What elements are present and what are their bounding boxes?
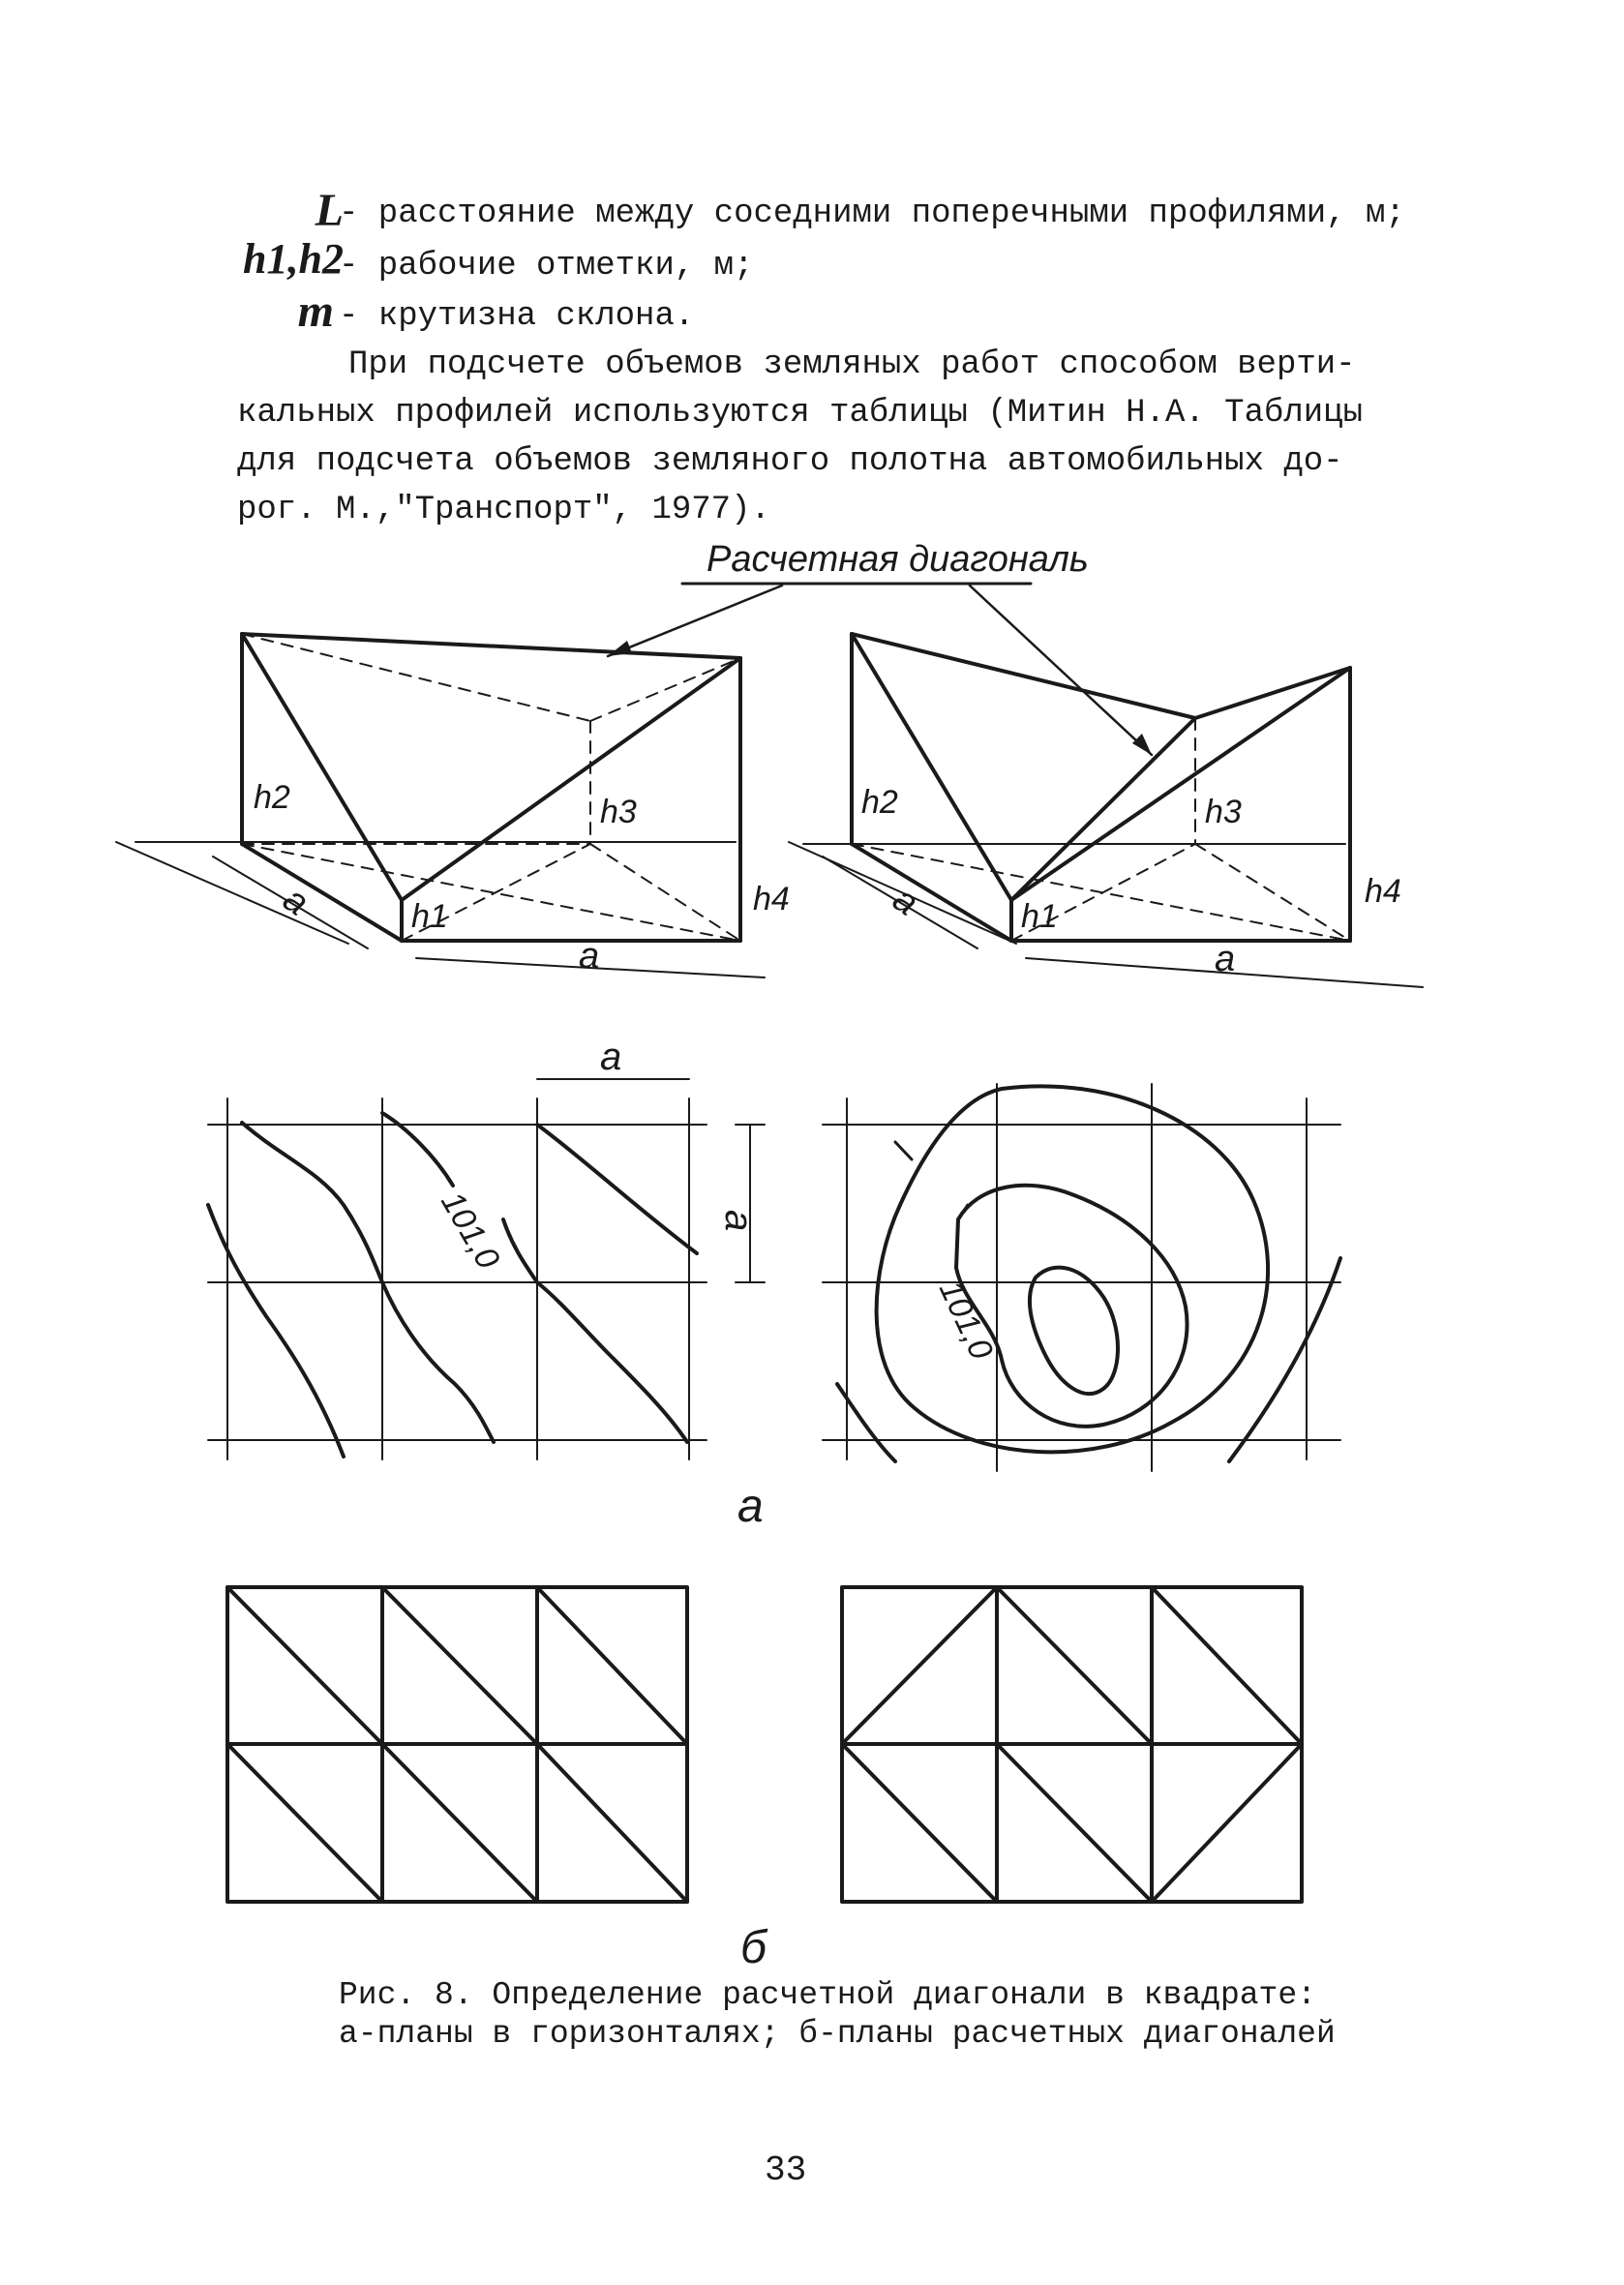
legend-symbol-l: L [315,185,344,236]
panel-a-label: а [737,1481,764,1532]
contour-label-left: 101,0 [434,1186,507,1276]
plan-a-left-grid [208,1079,765,1459]
dim-a-right-depth: a [885,878,926,924]
caption-line-1: Рис. 8. Определение расчетной диагонали в квадрате: [339,1977,1316,2013]
plan-b-left [227,1587,687,1902]
label-h2-right: h2 [861,784,898,821]
legend-text-heights: - рабочие отметки, м; [339,248,754,285]
plan-b-right [842,1587,1302,1902]
label-h4-right: h4 [1365,873,1401,910]
plan-a-right-contours [837,1086,1340,1461]
label-h1-left: h1 [411,898,448,935]
label-h4-left: h4 [753,881,790,917]
panel-b-label: б [740,1922,767,1973]
dim-a-left-width: a [579,936,600,977]
callout [608,584,1152,755]
legend-text-spacing: - расстояние между соседними поперечными профилями, м; [339,195,1405,232]
caption-line-2: а-планы в горизонталях; б-планы расчетных диагоналей [339,2016,1336,2052]
dim-a-top: a [600,1036,622,1078]
dim-a-side: a [717,1210,760,1232]
figure-caption [339,1976,1403,2054]
label-h3-left: h3 [600,794,637,830]
label-h2-left: h2 [254,779,290,816]
page-number: 33 [765,2150,807,2190]
paragraph-line: кальных профилей используются таблицы (Митин Н.А. Таблицы [237,395,1363,432]
callout-label: Расчетная диагональ [707,539,1089,580]
label-h1-right: h1 [1021,898,1058,935]
legend-symbol-m: m [297,286,334,337]
dim-a-right-width: a [1215,939,1236,979]
label-h3-right: h3 [1205,794,1242,830]
paragraph-line: для подсчета объемов земляного полотна автомобильных до- [237,443,1343,480]
plan-a-left-contours [208,1113,697,1457]
legend-symbol-h: h1,h2 [243,235,344,283]
paragraph-line: рог. М.,"Транспорт", 1977). [237,492,770,528]
contour-label-right: 101,0 [931,1275,1001,1366]
paragraph-line: При подсчете объемов земляных работ способом верти- [348,346,1356,383]
dim-a-left-depth: a [275,878,316,924]
legend-text-slope: - крутизна склона. [339,298,695,335]
